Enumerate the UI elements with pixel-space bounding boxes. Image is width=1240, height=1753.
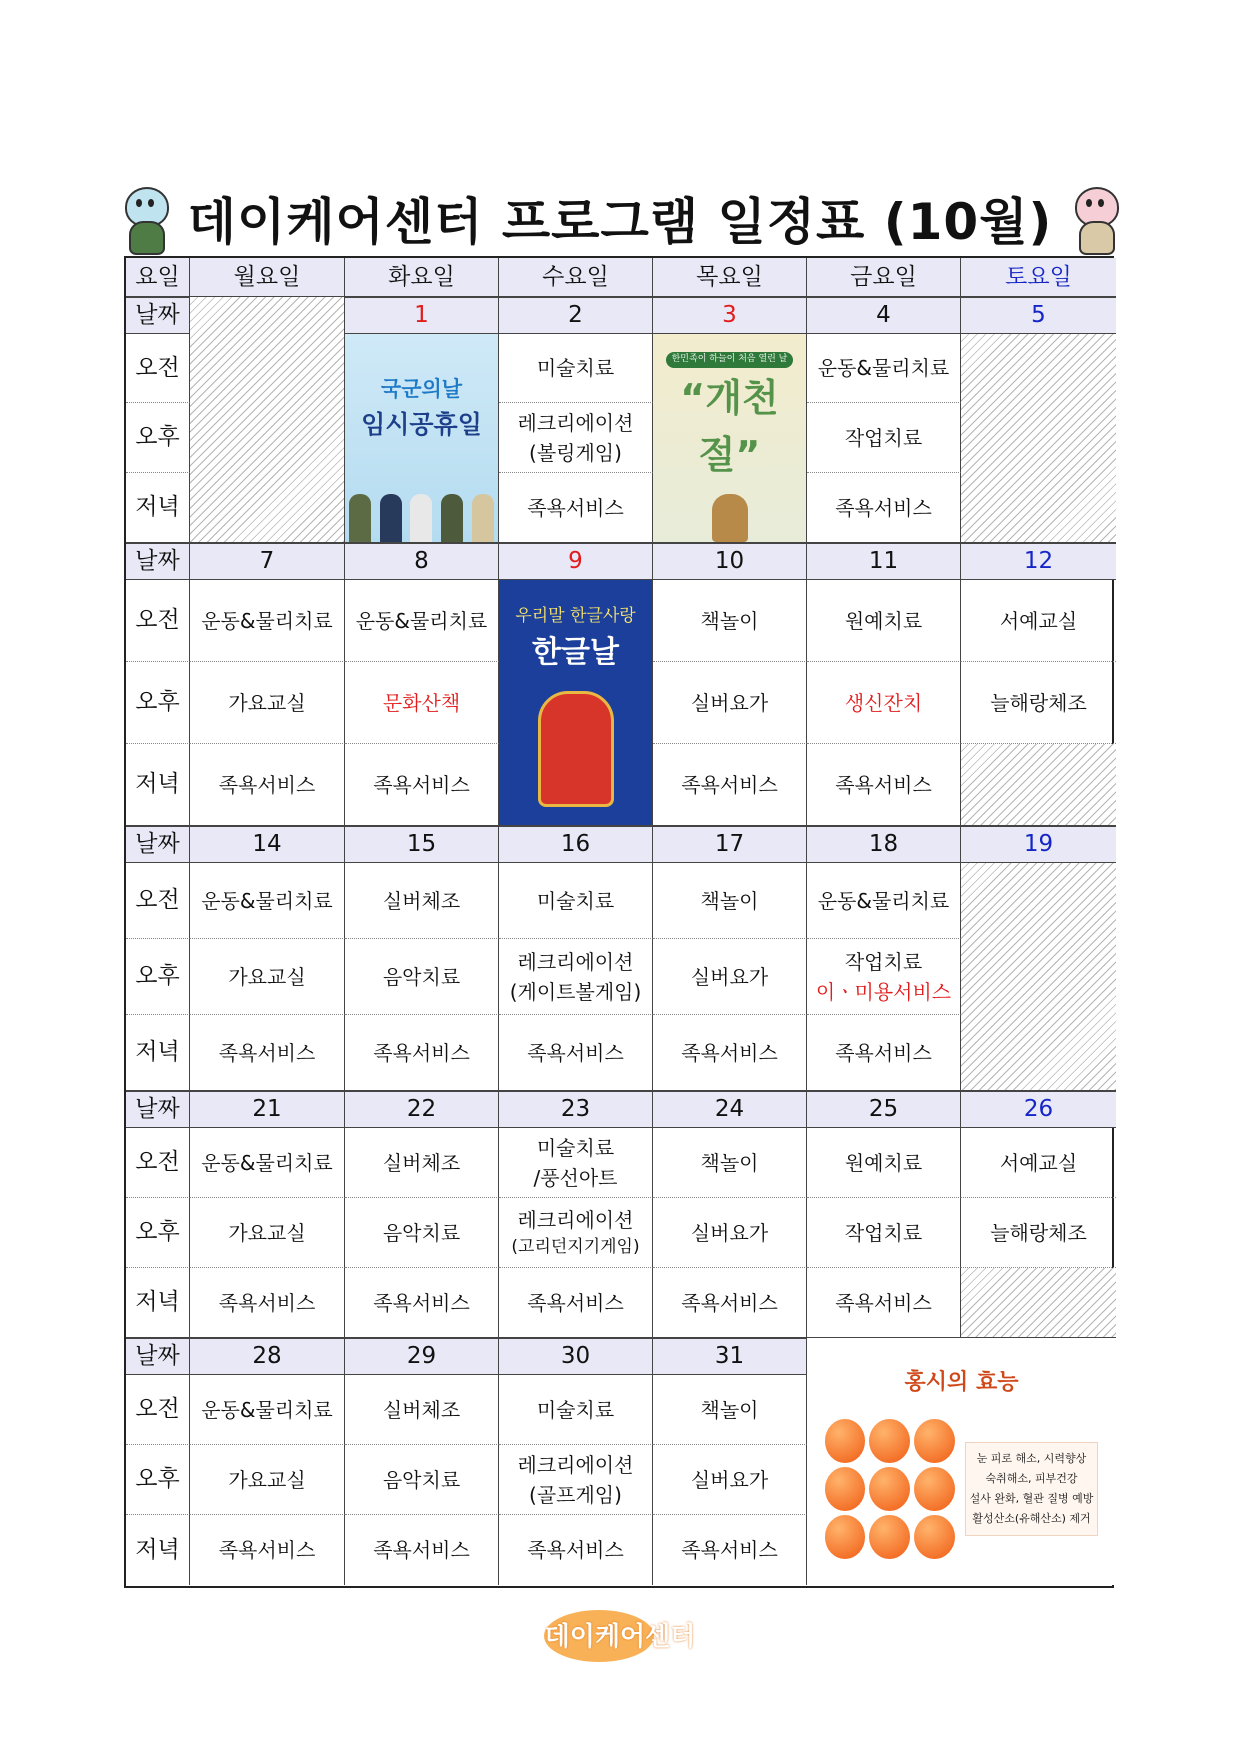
program-cell: 실버체조 bbox=[345, 863, 499, 939]
program-cell bbox=[807, 939, 961, 1015]
program-text: 레크리에이션 bbox=[517, 949, 634, 974]
program-cell: 족욕서비스 bbox=[190, 744, 345, 826]
foundation-day-poster bbox=[653, 334, 807, 543]
program-text: (고리던지기게임) bbox=[511, 1236, 640, 1257]
program-cell bbox=[499, 1128, 653, 1198]
program-cell: 서예교실 bbox=[961, 580, 1116, 662]
program-cell: 족욕서비스 bbox=[653, 1515, 807, 1585]
empty-cell bbox=[961, 863, 1116, 1091]
date-cell: 1 bbox=[345, 297, 499, 334]
dangun-figure-icon bbox=[712, 494, 748, 543]
header-sat: 토요일 bbox=[961, 258, 1116, 297]
program-cell: 서예교실 bbox=[961, 1128, 1116, 1198]
program-cell: 족욕서비스 bbox=[807, 1015, 961, 1091]
program-cell: 실버요가 bbox=[653, 1198, 807, 1268]
program-cell: 족욕서비스 bbox=[653, 744, 807, 826]
program-text: 미술치료 bbox=[536, 1135, 615, 1160]
program-text: 작업치료 bbox=[844, 949, 923, 974]
program-cell: 족욕서비스 bbox=[499, 1515, 653, 1585]
program-cell bbox=[499, 1445, 653, 1515]
program-cell bbox=[499, 939, 653, 1015]
program-cell: 운동&물리치료 bbox=[190, 1375, 345, 1445]
king-sejong-icon bbox=[538, 691, 614, 807]
program-cell: 실버체조 bbox=[345, 1128, 499, 1198]
empty-cell bbox=[190, 297, 345, 543]
header-tue: 화요일 bbox=[345, 258, 499, 297]
row-label-evening: 저녁 bbox=[126, 1515, 190, 1585]
poster-title: “개천절” bbox=[680, 375, 779, 477]
program-cell: 족욕서비스 bbox=[653, 1268, 807, 1338]
program-cell: 운동&물리치료 bbox=[807, 334, 961, 403]
program-cell: 미술치료 bbox=[499, 1375, 653, 1445]
row-label-morning: 오전 bbox=[126, 334, 190, 403]
program-cell: 가요교실 bbox=[190, 1445, 345, 1515]
date-cell: 22 bbox=[345, 1091, 499, 1128]
program-cell: 책놀이 bbox=[653, 1128, 807, 1198]
program-text: (골프게임) bbox=[529, 1482, 622, 1507]
date-cell: 10 bbox=[653, 543, 807, 580]
program-cell: 족욕서비스 bbox=[499, 1268, 653, 1338]
row-label-afternoon: 오후 bbox=[126, 1445, 190, 1515]
row-label-date: 날짜 bbox=[126, 1091, 190, 1128]
date-cell: 5 bbox=[961, 297, 1116, 334]
date-cell: 17 bbox=[653, 826, 807, 863]
poster-subtitle: 우리말 한글사랑 bbox=[515, 606, 636, 626]
row-label-evening: 저녁 bbox=[126, 1268, 190, 1338]
program-cell: 늘해랑체조 bbox=[961, 662, 1116, 744]
header-corner: 요일 bbox=[126, 258, 190, 297]
program-text: (볼링게임) bbox=[529, 440, 622, 465]
program-cell: 실버체조 bbox=[345, 1375, 499, 1445]
program-cell: 책놀이 bbox=[653, 580, 807, 662]
date-cell: 8 bbox=[345, 543, 499, 580]
poster-tag: 한민족이 하늘이 처음 열린 날 bbox=[666, 352, 794, 368]
header-fri: 금요일 bbox=[807, 258, 961, 297]
page-title: 데이케어센터 프로그램 일정표 (10월) bbox=[187, 193, 1053, 251]
poster-title: 한글날 bbox=[532, 634, 619, 670]
date-cell: 31 bbox=[653, 1338, 807, 1375]
date-cell: 24 bbox=[653, 1091, 807, 1128]
program-cell: 원예치료 bbox=[807, 580, 961, 662]
date-cell: 29 bbox=[345, 1338, 499, 1375]
program-cell: 음악치료 bbox=[345, 1445, 499, 1515]
program-cell: 족욕서비스 bbox=[653, 1015, 807, 1091]
effect-item: 숙취해소, 피부건강 bbox=[985, 1472, 1078, 1486]
program-cell: 운동&물리치료 bbox=[190, 863, 345, 939]
program-cell: 족욕서비스 bbox=[190, 1515, 345, 1585]
persimmon-title: 홍시의 효능 bbox=[904, 1370, 1019, 1395]
row-label-morning: 오전 bbox=[126, 1128, 190, 1198]
program-cell: 작업치료 bbox=[807, 403, 961, 473]
title-row bbox=[0, 178, 1240, 258]
program-text: 레크리에이션 bbox=[517, 410, 634, 435]
date-cell: 4 bbox=[807, 297, 961, 334]
program-cell bbox=[499, 403, 653, 473]
program-cell: 족욕서비스 bbox=[345, 1015, 499, 1091]
program-cell: 운동&물리치료 bbox=[345, 580, 499, 662]
date-cell: 25 bbox=[807, 1091, 961, 1128]
program-cell: 족욕서비스 bbox=[499, 1015, 653, 1091]
program-cell: 운동&물리치료 bbox=[190, 580, 345, 662]
empty-cell bbox=[961, 334, 1116, 543]
program-cell: 책놀이 bbox=[653, 1375, 807, 1445]
program-cell: 족욕서비스 bbox=[807, 744, 961, 826]
program-cell: 작업치료 bbox=[807, 1198, 961, 1268]
date-cell: 12 bbox=[961, 543, 1116, 580]
row-label-afternoon: 오후 bbox=[126, 1198, 190, 1268]
date-cell: 11 bbox=[807, 543, 961, 580]
program-cell: 족욕서비스 bbox=[807, 1268, 961, 1338]
row-label-date: 날짜 bbox=[126, 543, 190, 580]
mascot-soldier-icon bbox=[120, 183, 170, 253]
mascot-hanbok-icon bbox=[1070, 183, 1120, 253]
program-cell: 족욕서비스 bbox=[807, 473, 961, 543]
program-cell: 미술치료 bbox=[499, 863, 653, 939]
persimmon-benefits-card bbox=[807, 1338, 1116, 1585]
row-label-morning: 오전 bbox=[126, 863, 190, 939]
daycare-logo bbox=[540, 1604, 700, 1664]
program-cell: 음악치료 bbox=[345, 939, 499, 1015]
row-label-afternoon: 오후 bbox=[126, 403, 190, 473]
program-cell: 음악치료 bbox=[345, 1198, 499, 1268]
program-cell: 실버요가 bbox=[653, 939, 807, 1015]
date-cell: 7 bbox=[190, 543, 345, 580]
program-cell: 족욕서비스 bbox=[345, 1268, 499, 1338]
program-cell: 가요교실 bbox=[190, 939, 345, 1015]
header-wed: 수요일 bbox=[499, 258, 653, 297]
row-label-evening: 저녁 bbox=[126, 744, 190, 826]
date-cell: 18 bbox=[807, 826, 961, 863]
effect-item: 활성산소(유해산소) 제거 bbox=[972, 1511, 1091, 1525]
date-cell: 21 bbox=[190, 1091, 345, 1128]
program-cell: 늘해랑체조 bbox=[961, 1198, 1116, 1268]
date-cell: 9 bbox=[499, 543, 653, 580]
empty-cell bbox=[961, 744, 1116, 826]
program-cell: 실버요가 bbox=[653, 1445, 807, 1515]
row-label-date: 날짜 bbox=[126, 297, 190, 334]
armed-forces-day-poster bbox=[345, 334, 499, 543]
date-cell: 16 bbox=[499, 826, 653, 863]
date-cell: 3 bbox=[653, 297, 807, 334]
row-label-morning: 오전 bbox=[126, 1375, 190, 1445]
program-cell: 가요교실 bbox=[190, 662, 345, 744]
program-text: 레크리에이션 bbox=[517, 1207, 634, 1232]
program-cell: 가요교실 bbox=[190, 1198, 345, 1268]
program-cell: 족욕서비스 bbox=[345, 744, 499, 826]
program-cell: 족욕서비스 bbox=[190, 1015, 345, 1091]
program-cell: 족욕서비스 bbox=[499, 473, 653, 543]
row-label-morning: 오전 bbox=[126, 580, 190, 662]
program-cell bbox=[499, 1198, 653, 1268]
date-cell: 19 bbox=[961, 826, 1116, 863]
program-text-highlight: 이ㆍ미용서비스 bbox=[815, 979, 952, 1004]
header-thu: 목요일 bbox=[653, 258, 807, 297]
row-label-date: 날짜 bbox=[126, 826, 190, 863]
date-cell: 30 bbox=[499, 1338, 653, 1375]
schedule-table bbox=[124, 256, 1114, 1588]
program-cell: 실버요가 bbox=[653, 662, 807, 744]
soldiers-illustration-icon bbox=[345, 482, 498, 542]
logo-text: 데이케어센터 bbox=[544, 1621, 696, 1652]
program-cell: 운동&물리치료 bbox=[807, 863, 961, 939]
empty-cell bbox=[961, 1268, 1116, 1338]
effect-item: 눈 피로 해소, 시력향상 bbox=[976, 1452, 1087, 1466]
date-cell: 2 bbox=[499, 297, 653, 334]
program-text: /풍선아트 bbox=[533, 1165, 618, 1190]
row-label-afternoon: 오후 bbox=[126, 662, 190, 744]
program-text: (게이트볼게임) bbox=[509, 979, 642, 1004]
program-cell: 운동&물리치료 bbox=[190, 1128, 345, 1198]
persimmon-effects bbox=[965, 1442, 1099, 1535]
date-cell: 28 bbox=[190, 1338, 345, 1375]
date-cell: 15 bbox=[345, 826, 499, 863]
program-cell-highlight: 생신잔치 bbox=[807, 662, 961, 744]
program-cell: 원예치료 bbox=[807, 1128, 961, 1198]
poster-line: 임시공휴일 bbox=[361, 409, 482, 439]
persimmon-icon bbox=[825, 1419, 955, 1559]
row-label-evening: 저녁 bbox=[126, 1015, 190, 1091]
effect-item: 설사 완화, 혈관 질병 예방 bbox=[969, 1492, 1094, 1505]
hangul-day-poster bbox=[499, 580, 653, 826]
header-mon: 월요일 bbox=[190, 258, 345, 297]
poster-line: 국군의날 bbox=[380, 377, 463, 401]
program-cell: 족욕서비스 bbox=[345, 1515, 499, 1585]
row-label-evening: 저녁 bbox=[126, 473, 190, 543]
program-cell: 족욕서비스 bbox=[190, 1268, 345, 1338]
date-cell: 26 bbox=[961, 1091, 1116, 1128]
date-cell: 23 bbox=[499, 1091, 653, 1128]
program-cell: 미술치료 bbox=[499, 334, 653, 403]
program-text: 레크리에이션 bbox=[517, 1452, 634, 1477]
row-label-afternoon: 오후 bbox=[126, 939, 190, 1015]
date-cell: 14 bbox=[190, 826, 345, 863]
row-label-date: 날짜 bbox=[126, 1338, 190, 1375]
program-cell: 책놀이 bbox=[653, 863, 807, 939]
program-cell-highlight: 문화산책 bbox=[345, 662, 499, 744]
